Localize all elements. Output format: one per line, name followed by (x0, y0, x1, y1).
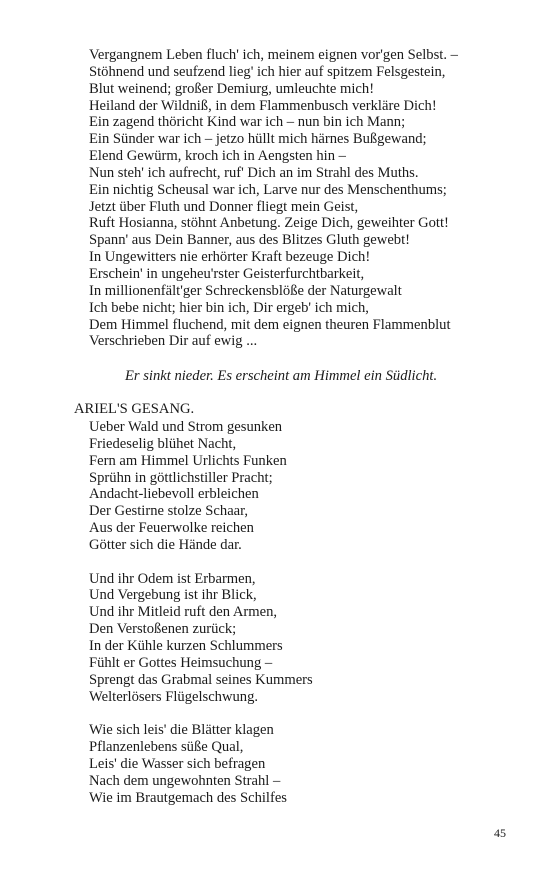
song-stanza (89, 571, 313, 706)
verse-line: Spann' aus Dein Banner, aus des Blitzes Gluth gewebt! (89, 232, 411, 249)
verse-line: Ein nichtig Scheusal war ich, Larve nur des Menschenthums; (89, 181, 447, 198)
verse-line: Stöhnend und seufzend lieg' ich hier auf spitzem Felsgestein, (89, 63, 446, 80)
song-stanza (89, 419, 313, 554)
song-line: Ueber Wald und Strom gesunken (89, 419, 283, 435)
song-line: Und ihr Odem ist Erbarmen, (89, 570, 256, 587)
verse-line: Jetzt über Fluth und Donner fliegt mein Geist, (89, 198, 359, 215)
stage-direction: Er sinkt nieder. Es erscheint am Himmel ein Südlicht. (125, 368, 438, 384)
verse-line: In Ungewitters nie erhörter Kraft bezeuge Dich! (89, 249, 371, 266)
song-line: Und ihr Mitleid ruft den Armen, (89, 604, 278, 621)
song-line: Fern am Himmel Urlichts Funken (89, 452, 287, 469)
verse-line: Blut weinend; großer Demiurg, umleuchte mich! (89, 80, 375, 97)
song-line: Götter sich die Hände dar. (89, 536, 242, 553)
song-line: Der Gestirne stolze Schaar, (89, 503, 249, 520)
verse-block (89, 47, 458, 350)
verse-line: Nun steh' ich aufrecht, ruf' Dich an im Strahl des Muths. (89, 164, 419, 181)
verse-line: Ich bebe nicht; hier bin ich, Dir ergeb' ich mich, (89, 299, 369, 316)
verse-line: Heiland der Wildniß, in dem Flammenbusch verkläre Dich! (89, 97, 437, 114)
song-line: Sprühn in göttlichstiller Pracht; (89, 469, 273, 486)
song-line: Welterlösers Flügelschwung. (89, 688, 259, 705)
song-line: Den Verstoßenen zurück; (89, 621, 237, 638)
song-line: Friedeselig blühet Nacht, (89, 435, 237, 452)
song-line: Aus der Feuerwolke reichen (89, 520, 254, 537)
verse-line: Vergangnem Leben fluch' ich, meinem eignen vor'gen Selbst. – (89, 47, 458, 63)
verse-line: Verschrieben Dir auf ewig ... (89, 333, 258, 350)
song-line: Leis' die Wasser sich befragen (89, 755, 266, 772)
song-stanza (89, 722, 313, 806)
song-line: Sprengt das Grabmal seines Kummers (89, 671, 313, 688)
verse-line: Elend Gewürm, kroch ich in Aengsten hin – (89, 148, 346, 165)
verse-line: Ein zagend thöricht Kind war ich – nun bin ich Mann; (89, 114, 406, 131)
song-line: Und Vergebung ist ihr Blick, (89, 587, 257, 604)
page-number: 45 (494, 826, 506, 840)
song-line: Wie sich leis' die Blätter klagen (89, 722, 274, 739)
song-line: Andacht-liebevoll erbleichen (89, 486, 259, 503)
song-heading: ARIEL'S GESANG. (74, 401, 195, 417)
song-line: In der Kühle kurzen Schlummers (89, 637, 283, 654)
verse-line: Dem Himmel fluchend, mit dem eignen theuren Flammenblut (89, 316, 451, 333)
song-line: Pflanzenlebens süße Qual, (89, 739, 244, 756)
song-line: Fühlt er Gottes Heimsuchung – (89, 654, 273, 671)
verse-line: Erschein' in ungeheu'rster Geisterfurchtbarkeit, (89, 265, 365, 282)
verse-line: In millionenfält'ger Schreckensblöße der Naturgewalt (89, 282, 402, 299)
song-line: Nach dem ungewohnten Strahl – (89, 772, 281, 789)
song-block (89, 419, 313, 806)
song-line: Wie im Brautgemach des Schilfes (89, 789, 287, 806)
verse-line: Ruft Hosianna, stöhnt Anbetung. Zeige Dich, geweihter Gott! (89, 215, 449, 232)
verse-line: Ein Sünder war ich – jetzo hüllt mich härnes Bußgewand; (89, 131, 427, 148)
